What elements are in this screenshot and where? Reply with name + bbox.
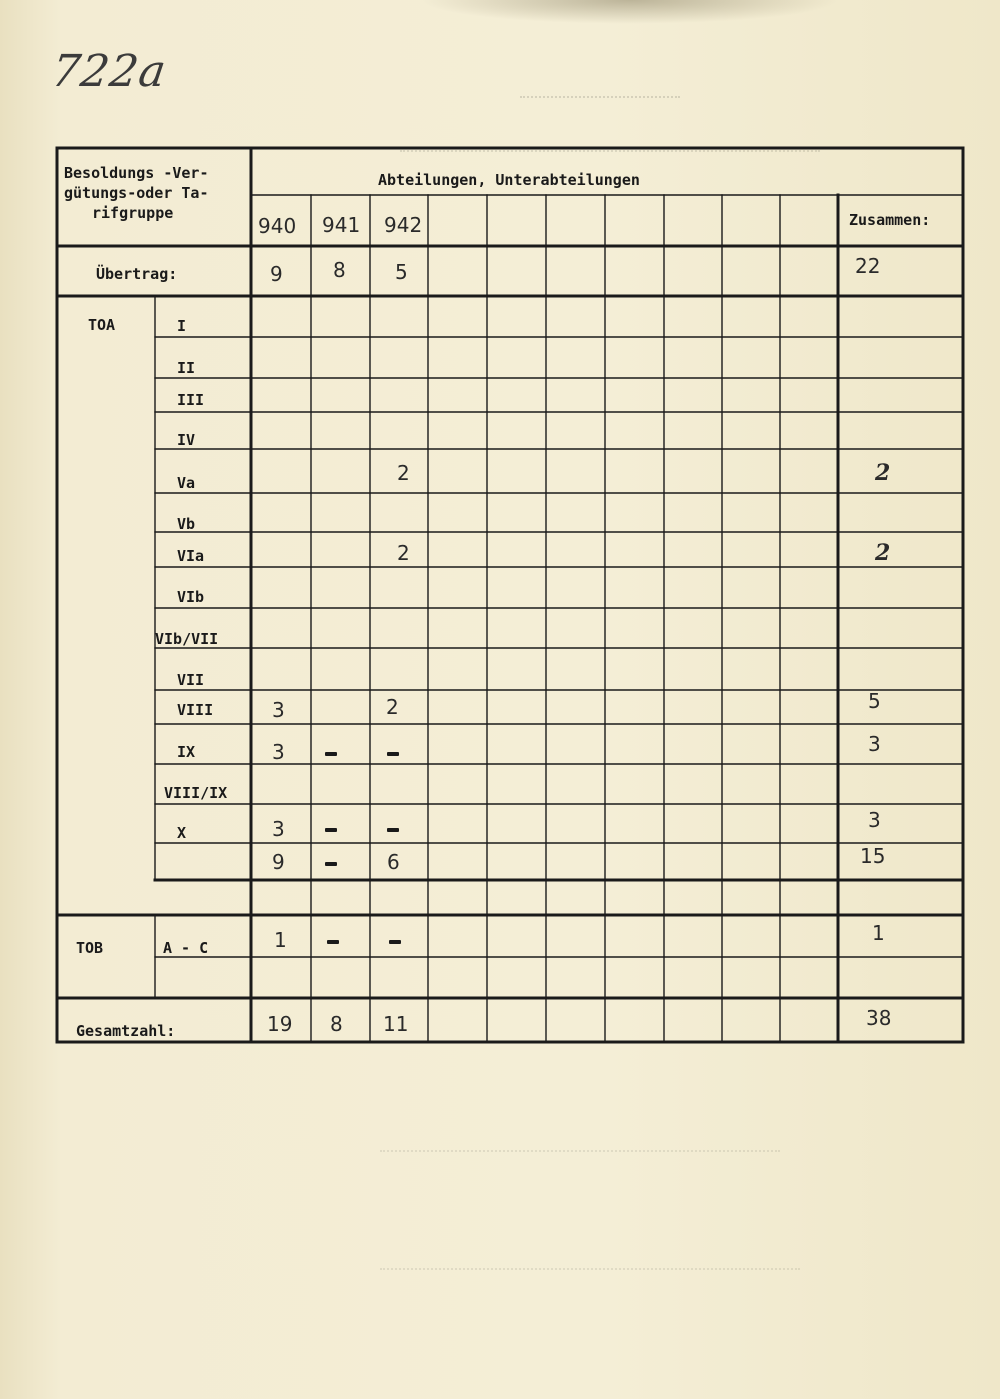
group-label-line-2: gütungs-oder Ta- (64, 184, 209, 202)
cell-value: 3 (272, 817, 285, 841)
cell-value: 2 (397, 461, 410, 485)
grade-label: IX (177, 743, 196, 761)
dash-mark (325, 828, 337, 832)
total-column-header: Zusammen: (849, 211, 931, 229)
grade-label: I (177, 317, 187, 335)
toa-label: TOA (88, 316, 116, 334)
row-total: 2 (875, 540, 891, 566)
carryover-total: 22 (855, 254, 881, 278)
dash-mark (387, 752, 399, 756)
carryover-value-941: 8 (333, 258, 346, 282)
grade-label: VIb (177, 588, 205, 606)
dash-mark (325, 752, 337, 756)
tob-grade-label: A - C (163, 939, 209, 957)
dash-mark (387, 828, 399, 832)
carryover-label: Übertrag: (96, 265, 178, 283)
row-total: 3 (868, 808, 881, 832)
grade-label: VIa (177, 547, 205, 565)
cell-value: 3 (272, 740, 285, 764)
grade-label: VIII (177, 701, 214, 719)
carryover-value-940: 9 (270, 262, 283, 286)
cell-value: 2 (397, 541, 410, 565)
grand-total-label: Gesamtzahl: (76, 1022, 176, 1040)
column-header-940: 940 (258, 214, 297, 238)
group-label-line-1: Besoldungs -Ver- (64, 164, 209, 182)
grade-label: III (177, 391, 205, 409)
grade-label: Vb (177, 515, 196, 533)
row-total: 5 (868, 689, 881, 713)
subtotal-total: 15 (860, 844, 886, 868)
grade-label: Va (177, 474, 196, 492)
dash-mark (325, 862, 337, 866)
grade-label: VIb/VII (155, 630, 219, 648)
grand-total-941: 8 (330, 1012, 343, 1036)
row-total: 2 (875, 460, 891, 486)
column-header-942: 942 (384, 213, 423, 237)
tob-value-940: 1 (274, 928, 287, 952)
grade-label: II (177, 359, 196, 377)
column-header-941: 941 (322, 213, 361, 237)
row-total: 3 (868, 732, 881, 756)
grand-total-942: 11 (383, 1012, 409, 1036)
tob-label: TOB (76, 939, 104, 957)
grade-label: X (177, 824, 187, 842)
grade-label: VII (177, 671, 205, 689)
subtotal-value-942: 6 (387, 850, 400, 874)
dash-mark (327, 940, 339, 944)
dash-mark (389, 940, 401, 944)
group-label-line-3: rifgruppe (92, 204, 174, 222)
departments-title: Abteilungen, Unterabteilungen (378, 171, 640, 189)
cell-value: 3 (272, 698, 285, 722)
grand-total-940: 19 (267, 1012, 293, 1036)
subtotal-value-940: 9 (272, 850, 285, 874)
handwritten-number: 722a (48, 46, 170, 97)
grade-label: VIII/IX (164, 784, 228, 802)
carryover-value-942: 5 (395, 260, 408, 284)
grade-label: IV (177, 431, 196, 449)
grand-total-sum: 38 (866, 1006, 892, 1030)
cell-value: 2 (386, 695, 399, 719)
tob-total: 1 (872, 921, 885, 945)
